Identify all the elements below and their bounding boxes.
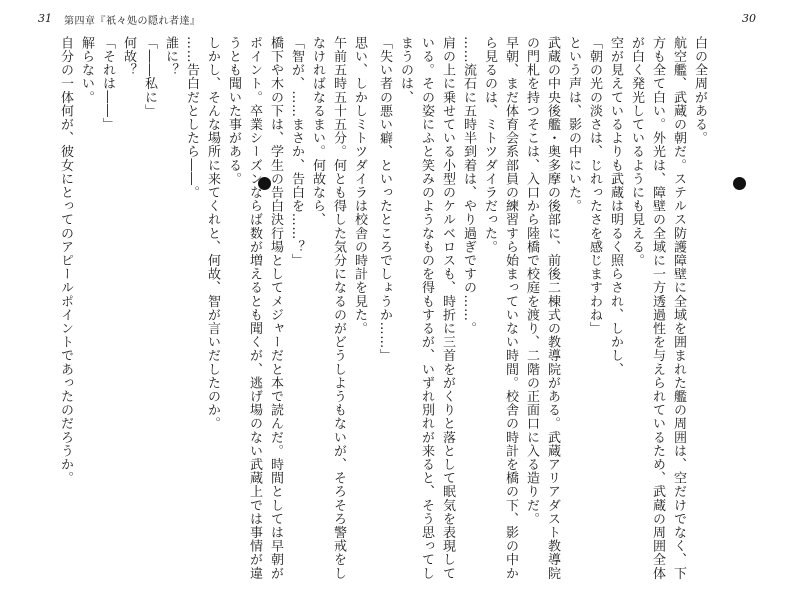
paragraph: 自分の一体何が、彼女にとってのアピールポイントであったのだろうか。 xyxy=(58,36,73,485)
dialogue-line: 「智が、……まさか、告白を……？」 xyxy=(289,36,304,268)
paragraph: 空が見えているよりも武蔵は明るく照らされ、しかし、 xyxy=(608,36,623,376)
paragraph: 午前五時五十五分。何とも得した気分になるのがどうしようもないが、そろそろ警戒をしなければなるまい。何故なら、 xyxy=(310,36,346,580)
running-head: 第四章『祇々処の隠れ者達』 xyxy=(64,16,201,27)
dialogue-line: 「それは――」 xyxy=(100,36,115,132)
left-page-number: 31 xyxy=(38,12,52,25)
dialogue-line: 「失い者の悪い癖、といったところでしょうか……」 xyxy=(377,36,392,363)
paragraph: ……流石に五時半到着は、やり過ぎですの……。 xyxy=(461,36,476,336)
paragraph: 白の全周がある。 xyxy=(692,36,707,145)
paragraph: 誰に？ xyxy=(163,36,178,77)
paragraph: 何故？ xyxy=(121,36,136,77)
paragraph: ……告白だとしたら――。 xyxy=(184,36,199,200)
right-page-body xyxy=(377,36,710,584)
paragraph: 肩の上に乗せている小型のケルベロスも、時折に三首をがくりと落として眠気を表現している。その姿にふと笑みのようなものを得もするが、いずれ別れが来ると、そう思ってしまうのは、 xyxy=(398,36,455,580)
paragraph: 武蔵の中央後艦・奥多摩の後部に、前後二棟式の教導院がある。武蔵アリアダスト教導院の門札を持つそこは、入口から陸橋で校庭を渡り、二階の正面口に入る造りだ。 xyxy=(524,36,560,580)
paragraph: しかし、そんな場所に来てくれと、何故、智が言いだしたのか。 xyxy=(205,36,220,431)
paragraph: 早朝、まだ体育会系部員の練習すら始まっていない時間。校舎の時計を橋の下、影の中から見るのは、ミトツダイラだった。 xyxy=(482,36,518,580)
paragraph: 解らない。 xyxy=(79,36,94,104)
dialogue-line: 「――私に」 xyxy=(142,36,157,118)
paragraph: 航空艦、武蔵の朝だ。ステルス防護障壁に全域を囲まれた艦の周囲は、空だけでなく、下方も全て白い。外光は、障壁の全域に一方透過性を与えられているため、武蔵の周囲全体が白く発光しているようにも見える。 xyxy=(629,36,686,580)
right-page-number: 30 xyxy=(742,12,756,25)
paragraph: 橋下や木の下は、学生の告白決行場としてメジャーだと本で読んだ。時間としては早朝がポイント。卒業シーズンならば数が増えるとも聞くが、逃げ場のない武蔵上では事情が違うとも聞いた事がある。 xyxy=(226,36,283,580)
paragraph: 思い、しかしミトツダイラは校舎の時計を見た。 xyxy=(352,36,367,336)
right-bullet-mark xyxy=(733,177,746,190)
dialogue-line: 「朝の光の淡さは、じれったさを感じますわね」 xyxy=(587,36,602,336)
paragraph: という声は、影の中にいた。 xyxy=(566,36,581,213)
left-page-body xyxy=(30,36,370,584)
